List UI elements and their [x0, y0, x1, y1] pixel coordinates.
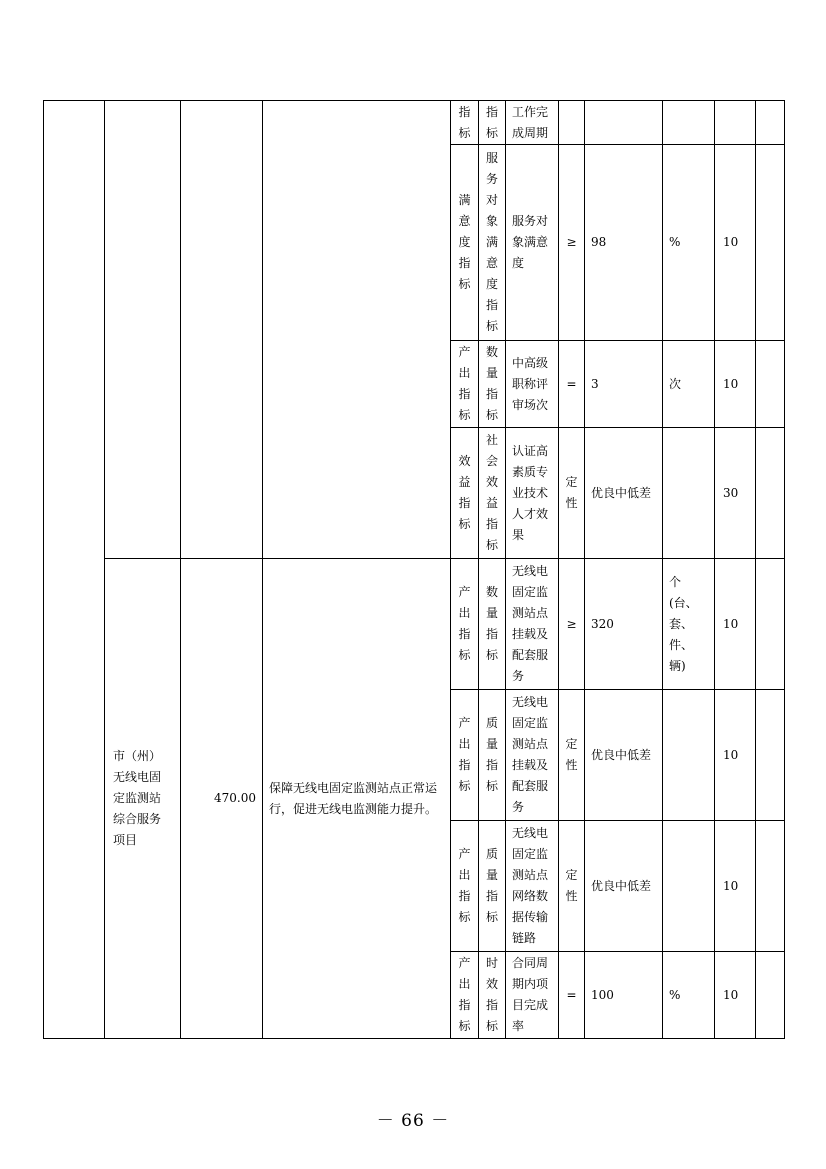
- project-name-cell: [105, 101, 181, 559]
- unit: 个(台、套、件、辆): [663, 559, 715, 690]
- target-value: 优良中低差: [585, 690, 663, 821]
- level1-indicator: 产出指标: [451, 952, 479, 1039]
- operator: ≥: [559, 559, 585, 690]
- remark-cell: [756, 341, 785, 428]
- level2-indicator: 指标: [479, 101, 506, 145]
- project-goal-cell: [263, 101, 451, 559]
- operator: =: [559, 341, 585, 428]
- level1-indicator: 效益指标: [451, 428, 479, 559]
- unit: [663, 690, 715, 821]
- project-amount: 470.00: [181, 559, 263, 1039]
- level2-indicator: 质量指标: [479, 821, 506, 952]
- level1-indicator: 指标: [451, 101, 479, 145]
- category-cell: [44, 101, 105, 1039]
- page-number: － 66 －: [376, 1111, 450, 1131]
- level2-indicator: 服务对象满意度指标: [479, 145, 506, 341]
- unit: %: [663, 952, 715, 1039]
- weight: 10: [715, 341, 756, 428]
- weight: 10: [715, 559, 756, 690]
- operator: 定性: [559, 821, 585, 952]
- project-amount-cell: [181, 101, 263, 559]
- indicator-name: 认证高素质专业技术人才效果: [506, 428, 559, 559]
- level2-indicator: 质量指标: [479, 690, 506, 821]
- remark-cell: [756, 559, 785, 690]
- target-value: 优良中低差: [585, 428, 663, 559]
- level1-indicator: 产出指标: [451, 559, 479, 690]
- weight: 10: [715, 690, 756, 821]
- target-value: 98: [585, 145, 663, 341]
- indicator-name: 服务对象满意度: [506, 145, 559, 341]
- weight: 10: [715, 952, 756, 1039]
- indicator-name: 无线电固定监测站点网络数据传输链路: [506, 821, 559, 952]
- weight: 10: [715, 821, 756, 952]
- level1-indicator: 产出指标: [451, 690, 479, 821]
- target-value: 优良中低差: [585, 821, 663, 952]
- performance-indicator-table: [43, 100, 785, 1039]
- level2-indicator: 数量指标: [479, 559, 506, 690]
- operator: [559, 101, 585, 145]
- weight: [715, 101, 756, 145]
- level1-indicator: 满意度指标: [451, 145, 479, 341]
- project-goal: 保障无线电固定监测站点正常运行，促进无线电监测能力提升。: [263, 559, 451, 1039]
- project-name: 市（州）无线电固定监测站综合服务项目: [105, 559, 181, 1039]
- indicator-name: 无线电固定监测站点挂载及配套服务: [506, 690, 559, 821]
- operator: 定性: [559, 428, 585, 559]
- target-value: 320: [585, 559, 663, 690]
- operator: =: [559, 952, 585, 1039]
- remark-cell: [756, 821, 785, 952]
- level2-indicator: 时效指标: [479, 952, 506, 1039]
- operator: 定性: [559, 690, 585, 821]
- weight: 10: [715, 145, 756, 341]
- remark-cell: [756, 145, 785, 341]
- remark-cell: [756, 101, 785, 145]
- operator: ≥: [559, 145, 585, 341]
- indicator-name: 无线电固定监测站点挂载及配套服务: [506, 559, 559, 690]
- level1-indicator: 产出指标: [451, 821, 479, 952]
- target-value: 3: [585, 341, 663, 428]
- remark-cell: [756, 690, 785, 821]
- indicator-name: 工作完成周期: [506, 101, 559, 145]
- remark-cell: [756, 952, 785, 1039]
- target-value: [585, 101, 663, 145]
- level2-indicator: 数量指标: [479, 341, 506, 428]
- indicator-name: 合同周期内项目完成率: [506, 952, 559, 1039]
- indicator-name: 中高级职称评审场次: [506, 341, 559, 428]
- level1-indicator: 产出指标: [451, 341, 479, 428]
- unit: 次: [663, 341, 715, 428]
- table-row: [44, 101, 785, 145]
- remark-cell: [756, 428, 785, 559]
- target-value: 100: [585, 952, 663, 1039]
- level2-indicator: 社会效益指标: [479, 428, 506, 559]
- unit: [663, 101, 715, 145]
- unit: %: [663, 145, 715, 341]
- unit: [663, 428, 715, 559]
- weight: 30: [715, 428, 756, 559]
- unit: [663, 821, 715, 952]
- table-row: [44, 559, 785, 690]
